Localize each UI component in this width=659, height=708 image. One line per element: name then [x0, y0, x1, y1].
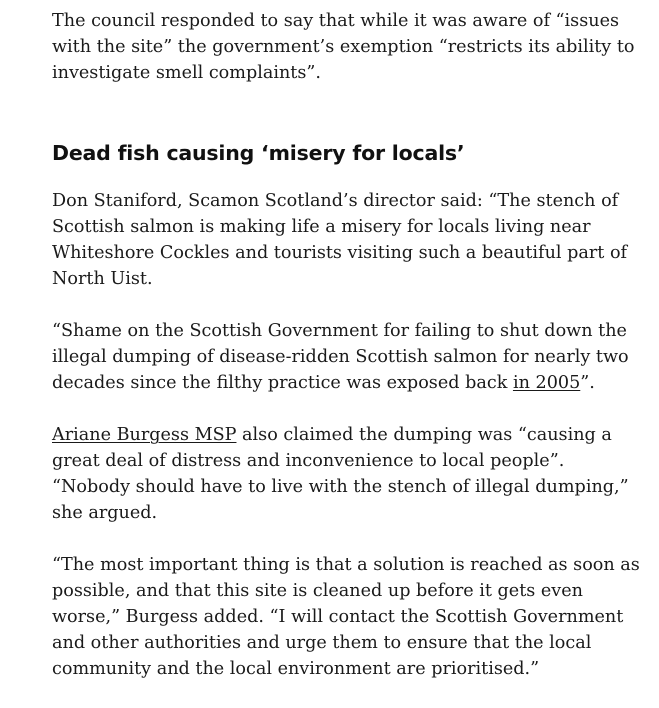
paragraph-shame-end: ”.	[580, 373, 595, 393]
paragraph-burgess-claim	[52, 422, 642, 526]
section-heading: Dead fish causing ‘misery for locals’	[52, 141, 465, 165]
paragraph-shame-text: “Shame on the Scottish Government for failing to shut down the illegal dumping of disease-ridden Scottish salmon for nearly two decades since the filthy practice was exposed back	[52, 321, 629, 393]
link-ariane-burgess-msp[interactable]: Ariane Burgess MSP	[52, 425, 237, 445]
paragraph-council-response: The council responded to say that while it was aware of “issues with the site” the government’s exemption “restricts its ability to investigate smell complaints”.	[52, 11, 635, 83]
link-in-2005[interactable]: in 2005	[512, 373, 581, 393]
paragraph-burgess-quote: “The most important thing is that a solution is reached as soon as possible, and that this site is cleaned up before it gets even worse,” Burgess added. “I will contact the Scottish Government and other authorities and urge them to ensure that the local community and the local environment are prioritised.”	[52, 555, 640, 679]
paragraph-staniford-quote: Don Staniford, Scamon Scotland’s director said: “The stench of Scottish salmon is making life a misery for locals living near Whiteshore Cockles and tourists visiting such a beautiful part of North Uist.	[52, 191, 628, 289]
paragraph-shame-quote	[52, 318, 642, 396]
paragraph-burgess-text: also claimed the dumping was “causing a great deal of distress and inconvenience to local people”. “Nobody should have to live with the stench of illegal dumping,” she argued.	[52, 425, 629, 523]
article-body	[52, 8, 642, 708]
